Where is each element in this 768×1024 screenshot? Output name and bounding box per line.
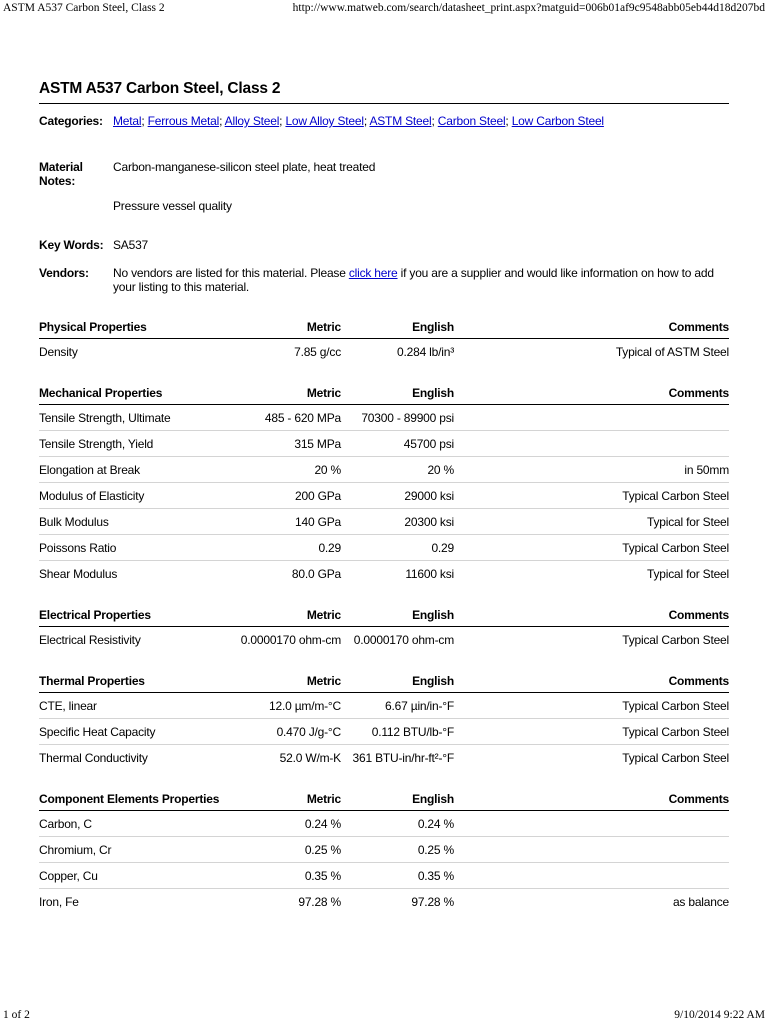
keywords-label: Key Words: (39, 238, 104, 252)
table-row (39, 405, 729, 431)
table-row (39, 535, 729, 561)
metric-value: 7.85 g/cc (294, 344, 341, 359)
english-value: 20300 ksi (341, 509, 454, 535)
metric-value: 140 GPa (229, 509, 341, 535)
property-name: Chromium, Cr (39, 837, 229, 863)
comment: Typical of ASTM Steel (615, 344, 729, 359)
table-row (39, 457, 729, 483)
table-header-row (39, 382, 729, 405)
property-name: Modulus of Elasticity (39, 483, 229, 509)
category-link[interactable]: Low Alloy Steel (285, 114, 364, 128)
metric-value: 0.29 (229, 535, 341, 561)
comment: Typical Carbon Steel (454, 535, 729, 561)
property-name: Specific Heat Capacity (39, 719, 229, 745)
material-notes-row-2 (39, 199, 729, 238)
property-name: Iron, Fe (39, 894, 79, 909)
category-link[interactable]: Low Carbon Steel (511, 114, 604, 128)
comment (454, 405, 729, 431)
comments-header: Comments (454, 604, 729, 627)
metric-header: Metric (229, 670, 341, 693)
comment (454, 811, 729, 837)
comment: Typical for Steel (454, 509, 729, 535)
material-note: Pressure vessel quality (113, 199, 232, 213)
table-row (39, 745, 729, 771)
comments-header: Comments (454, 670, 729, 693)
category-link[interactable]: Ferrous Metal (147, 114, 220, 128)
table-row (39, 431, 729, 457)
category-link[interactable]: Metal (113, 114, 142, 128)
property-name: Bulk Modulus (39, 509, 229, 535)
metric-header: Metric (229, 382, 341, 405)
vendors-label: Vendors: (39, 266, 89, 280)
print-datetime: 9/10/2014 9:22 AM (674, 1009, 765, 1021)
print-header-url: http://www.matweb.com/search/datasheet_print.aspx?matguid=006b01af9c9548abb05eb44d18d207bd (292, 2, 765, 14)
property-table (39, 316, 729, 364)
property-name: Density (39, 344, 78, 359)
table-row (39, 889, 729, 915)
comments-header: Comments (454, 788, 729, 811)
section-title: Physical Properties (39, 316, 229, 339)
table-row (39, 627, 729, 653)
comment (454, 863, 729, 889)
table-header-row (39, 316, 729, 339)
category-link[interactable]: Carbon Steel (437, 114, 506, 128)
english-value: 20 % (341, 457, 454, 483)
comment: Typical Carbon Steel (622, 632, 729, 647)
table-row (39, 837, 729, 863)
property-name: Copper, Cu (39, 863, 229, 889)
english-header: English (341, 788, 454, 811)
page-number: 1 of 2 (3, 1009, 30, 1021)
comment (454, 431, 729, 457)
comment: Typical Carbon Steel (454, 483, 729, 509)
english-value: 0.24 % (341, 811, 454, 837)
material-note: Carbon-manganese-silicon steel plate, heat treated (113, 160, 376, 174)
property-name: Elongation at Break (39, 457, 229, 483)
vendors-row (39, 266, 729, 316)
material-notes-row (39, 160, 729, 199)
categories-label: Categories: (39, 114, 103, 128)
category-link[interactable]: Alloy Steel (224, 114, 280, 128)
category-link[interactable]: ASTM Steel (369, 114, 432, 128)
property-name: CTE, linear (39, 693, 229, 719)
english-value: 70300 - 89900 psi (341, 405, 454, 431)
english-header: English (341, 316, 454, 339)
table-header-row (39, 604, 729, 627)
metric-value: 315 MPa (229, 431, 341, 457)
metric-value: 52.0 W/m-K (279, 750, 341, 765)
english-value: 0.284 lb/in³ (397, 344, 454, 359)
click-here-link[interactable]: click here (348, 266, 398, 280)
categories-list: Metal; Ferrous Metal; Alloy Steel; Low Alloy Steel; ASTM Steel; Carbon Steel; Low Carbon Steel (113, 114, 604, 128)
metric-header: Metric (229, 604, 341, 627)
metric-value: 80.0 GPa (291, 566, 341, 581)
table-row (39, 483, 729, 509)
metric-header: Metric (229, 788, 341, 811)
metric-value: 485 - 620 MPa (229, 405, 341, 431)
comment: Typical for Steel (647, 566, 729, 581)
property-table (39, 670, 729, 770)
metric-value: 0.24 % (229, 811, 341, 837)
english-value: 361 BTU-in/hr-ft²-°F (352, 750, 454, 765)
metric-value: 0.25 % (229, 837, 341, 863)
table-row (39, 509, 729, 535)
datasheet (39, 80, 729, 932)
english-value: 0.35 % (341, 863, 454, 889)
metric-header: Metric (229, 316, 341, 339)
table-row (39, 863, 729, 889)
section-title: Mechanical Properties (39, 382, 229, 405)
comment: Typical Carbon Steel (454, 719, 729, 745)
metric-value: 20 % (229, 457, 341, 483)
metric-value: 200 GPa (229, 483, 341, 509)
english-value: 45700 psi (341, 431, 454, 457)
comments-header: Comments (454, 316, 729, 339)
english-header: English (341, 670, 454, 693)
metric-value: 12.0 µm/m-°C (229, 693, 341, 719)
property-sections (39, 316, 729, 914)
property-name: Thermal Conductivity (39, 750, 148, 765)
comment: in 50mm (454, 457, 729, 483)
section-title: Thermal Properties (39, 670, 229, 693)
english-value: 0.0000170 ohm-cm (353, 632, 454, 647)
property-name: Tensile Strength, Yield (39, 431, 229, 457)
table-row (39, 693, 729, 719)
keywords-row (39, 238, 729, 266)
keywords-value: SA537 (113, 238, 149, 252)
comment: Typical Carbon Steel (454, 693, 729, 719)
property-name: Carbon, C (39, 811, 229, 837)
section-title: Electrical Properties (39, 604, 229, 627)
english-value: 29000 ksi (341, 483, 454, 509)
english-value: 97.28 % (411, 894, 454, 909)
page-title: ASTM A537 Carbon Steel, Class 2 (39, 80, 729, 104)
property-table (39, 382, 729, 586)
vendors-text: No vendors are listed for this material. Please click here if you are a supplier and would like information on how to add your listing to this material. (113, 266, 714, 294)
table-header-row (39, 670, 729, 693)
print-footer (0, 1006, 768, 1024)
english-header: English (341, 604, 454, 627)
property-name: Electrical Resistivity (39, 632, 141, 647)
comments-header: Comments (454, 382, 729, 405)
table-row (39, 561, 729, 587)
metric-value: 97.28 % (298, 894, 341, 909)
comment (454, 837, 729, 863)
metric-value: 0.470 J/g-°C (229, 719, 341, 745)
property-name: Shear Modulus (39, 566, 118, 581)
material-notes-label: Material Notes: (39, 160, 83, 188)
english-value: 11600 ksi (405, 566, 454, 581)
metric-value: 0.0000170 ohm-cm (240, 632, 341, 647)
property-name: Poissons Ratio (39, 535, 229, 561)
categories-row (39, 114, 729, 160)
table-row (39, 719, 729, 745)
print-header-title: ASTM A537 Carbon Steel, Class 2 (3, 2, 165, 14)
english-value: 0.29 (341, 535, 454, 561)
table-row (39, 811, 729, 837)
print-header (0, 0, 768, 18)
table-header-row (39, 788, 729, 811)
comment: as balance (672, 894, 729, 909)
property-name: Tensile Strength, Ultimate (39, 405, 229, 431)
comment: Typical Carbon Steel (622, 750, 729, 765)
property-table (39, 788, 729, 914)
english-value: 0.112 BTU/lb-°F (341, 719, 454, 745)
english-value: 0.25 % (341, 837, 454, 863)
table-row (39, 339, 729, 365)
metric-value: 0.35 % (229, 863, 341, 889)
property-table (39, 604, 729, 652)
english-value: 6.67 µin/in-°F (341, 693, 454, 719)
english-header: English (341, 382, 454, 405)
section-title: Component Elements Properties (39, 788, 229, 811)
